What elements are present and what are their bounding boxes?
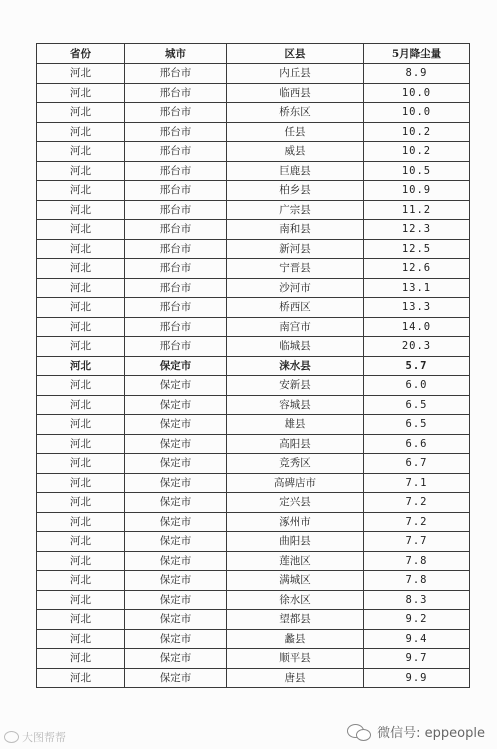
cell-county: 涞水县: [227, 356, 364, 376]
cell-city: 保定市: [125, 415, 227, 435]
cell-dust-value: 8.9: [364, 64, 470, 84]
cell-county: 容城县: [227, 395, 364, 415]
table-body: [37, 64, 470, 688]
cell-dust-value: 12.5: [364, 239, 470, 259]
table-row: [37, 493, 470, 513]
cell-province: 河北: [37, 278, 125, 298]
cell-city: 保定市: [125, 473, 227, 493]
dust-fall-table: [36, 43, 470, 688]
cell-dust-value: 7.8: [364, 551, 470, 571]
cell-dust-value: 5.7: [364, 356, 470, 376]
cell-province: 河北: [37, 239, 125, 259]
cell-city: 邢台市: [125, 83, 227, 103]
cell-province: 河北: [37, 64, 125, 84]
cell-province: 河北: [37, 512, 125, 532]
cell-province: 河北: [37, 376, 125, 396]
cell-city: 保定市: [125, 434, 227, 454]
cell-dust-value: 10.0: [364, 103, 470, 123]
wechat-icon: [347, 723, 371, 741]
cell-province: 河北: [37, 454, 125, 474]
cell-city: 邢台市: [125, 317, 227, 337]
cell-province: 河北: [37, 395, 125, 415]
cell-dust-value: 8.3: [364, 590, 470, 610]
table-row: [37, 278, 470, 298]
cell-county: 桥西区: [227, 298, 364, 318]
cell-dust-value: 6.7: [364, 454, 470, 474]
cell-county: 任县: [227, 122, 364, 142]
cell-city: 保定市: [125, 610, 227, 630]
header-county: 区县: [227, 44, 364, 64]
cell-dust-value: 7.7: [364, 532, 470, 552]
table-row: [37, 512, 470, 532]
cell-dust-value: 20.3: [364, 337, 470, 357]
cell-city: 邢台市: [125, 220, 227, 240]
cell-province: 河北: [37, 356, 125, 376]
cell-county: 定兴县: [227, 493, 364, 513]
cell-county: 高碑店市: [227, 473, 364, 493]
table-row: [37, 181, 470, 201]
table-row: [37, 649, 470, 669]
header-city: 城市: [125, 44, 227, 64]
cell-county: 桥东区: [227, 103, 364, 123]
cell-province: 河北: [37, 298, 125, 318]
table-row: [37, 259, 470, 279]
cell-city: 邢台市: [125, 200, 227, 220]
table-row: [37, 200, 470, 220]
table-row: [37, 454, 470, 474]
weibo-watermark: [4, 729, 66, 745]
cell-county: 南宫市: [227, 317, 364, 337]
cell-province: 河北: [37, 610, 125, 630]
table-row: [37, 629, 470, 649]
cell-province: 河北: [37, 259, 125, 279]
cell-dust-value: 7.2: [364, 493, 470, 513]
cell-province: 河北: [37, 473, 125, 493]
cell-dust-value: 10.0: [364, 83, 470, 103]
cell-dust-value: 10.2: [364, 122, 470, 142]
table-row: [37, 64, 470, 84]
table-row: [37, 571, 470, 591]
cell-county: 柏乡县: [227, 181, 364, 201]
cell-county: 临城县: [227, 337, 364, 357]
cell-county: 涿州市: [227, 512, 364, 532]
cell-county: 沙河市: [227, 278, 364, 298]
header-province: 省份: [37, 44, 125, 64]
cell-county: 唐县: [227, 668, 364, 688]
cell-dust-value: 6.6: [364, 434, 470, 454]
cell-city: 邢台市: [125, 64, 227, 84]
cell-province: 河北: [37, 415, 125, 435]
table-row: [37, 161, 470, 181]
wechat-watermark-text: 微信号: eppeople: [377, 726, 485, 741]
cell-city: 保定市: [125, 376, 227, 396]
cell-county: 顺平县: [227, 649, 364, 669]
weibo-watermark-text: 大图帮帮: [22, 731, 66, 744]
cell-county: 竞秀区: [227, 454, 364, 474]
table-row: [37, 122, 470, 142]
cell-province: 河北: [37, 220, 125, 240]
cell-county: 新河县: [227, 239, 364, 259]
cell-province: 河北: [37, 571, 125, 591]
cell-dust-value: 6.0: [364, 376, 470, 396]
cell-county: 蠡县: [227, 629, 364, 649]
table-row: [37, 551, 470, 571]
wechat-watermark: [347, 722, 485, 741]
table-row: [37, 415, 470, 435]
cell-dust-value: 10.2: [364, 142, 470, 162]
cell-dust-value: 12.6: [364, 259, 470, 279]
cell-province: 河北: [37, 200, 125, 220]
cell-dust-value: 7.1: [364, 473, 470, 493]
cell-dust-value: 12.3: [364, 220, 470, 240]
cell-province: 河北: [37, 103, 125, 123]
cell-county: 莲池区: [227, 551, 364, 571]
cell-city: 保定市: [125, 629, 227, 649]
table-row: [37, 337, 470, 357]
cell-city: 保定市: [125, 668, 227, 688]
cell-dust-value: 7.2: [364, 512, 470, 532]
cell-county: 广宗县: [227, 200, 364, 220]
cell-province: 河北: [37, 629, 125, 649]
cell-dust-value: 7.8: [364, 571, 470, 591]
table-row: [37, 142, 470, 162]
table-row: [37, 239, 470, 259]
cell-county: 望都县: [227, 610, 364, 630]
cell-province: 河北: [37, 532, 125, 552]
cell-dust-value: 14.0: [364, 317, 470, 337]
cell-city: 保定市: [125, 590, 227, 610]
cell-province: 河北: [37, 493, 125, 513]
cell-county: 内丘县: [227, 64, 364, 84]
table-row: [37, 83, 470, 103]
cell-dust-value: 9.4: [364, 629, 470, 649]
cell-city: 保定市: [125, 532, 227, 552]
cell-city: 邢台市: [125, 103, 227, 123]
cell-dust-value: 11.2: [364, 200, 470, 220]
table-row: [37, 103, 470, 123]
cell-county: 巨鹿县: [227, 161, 364, 181]
cell-city: 保定市: [125, 649, 227, 669]
table-row: [37, 376, 470, 396]
cell-county: 满城区: [227, 571, 364, 591]
cell-city: 邢台市: [125, 181, 227, 201]
cell-city: 邢台市: [125, 161, 227, 181]
cell-city: 邢台市: [125, 122, 227, 142]
table-row: [37, 395, 470, 415]
cell-city: 保定市: [125, 454, 227, 474]
cell-city: 保定市: [125, 571, 227, 591]
table-row: [37, 532, 470, 552]
table-row: [37, 473, 470, 493]
cell-county: 高阳县: [227, 434, 364, 454]
cell-dust-value: 10.5: [364, 161, 470, 181]
cell-city: 保定市: [125, 512, 227, 532]
cell-county: 宁晋县: [227, 259, 364, 279]
cell-county: 临西县: [227, 83, 364, 103]
cell-province: 河北: [37, 668, 125, 688]
cell-province: 河北: [37, 83, 125, 103]
cell-city: 邢台市: [125, 239, 227, 259]
cell-city: 邢台市: [125, 142, 227, 162]
cell-city: 保定市: [125, 356, 227, 376]
cell-province: 河北: [37, 590, 125, 610]
cell-province: 河北: [37, 317, 125, 337]
cell-province: 河北: [37, 337, 125, 357]
cell-dust-value: 9.9: [364, 668, 470, 688]
cell-dust-value: 9.2: [364, 610, 470, 630]
table-row: [37, 610, 470, 630]
cell-city: 邢台市: [125, 298, 227, 318]
cell-city: 邢台市: [125, 278, 227, 298]
cell-dust-value: 6.5: [364, 415, 470, 435]
cell-county: 安新县: [227, 376, 364, 396]
cell-county: 徐水区: [227, 590, 364, 610]
cell-city: 邢台市: [125, 337, 227, 357]
table-row: [37, 220, 470, 240]
weibo-icon: [4, 731, 19, 743]
cell-dust-value: 6.5: [364, 395, 470, 415]
table-header-row: [37, 44, 470, 64]
cell-city: 保定市: [125, 551, 227, 571]
table-row: [37, 298, 470, 318]
cell-county: 威县: [227, 142, 364, 162]
cell-county: 南和县: [227, 220, 364, 240]
table-row: [37, 668, 470, 688]
cell-dust-value: 9.7: [364, 649, 470, 669]
table-row: [37, 356, 470, 376]
cell-province: 河北: [37, 181, 125, 201]
cell-dust-value: 13.1: [364, 278, 470, 298]
table-row: [37, 434, 470, 454]
cell-city: 邢台市: [125, 259, 227, 279]
cell-province: 河北: [37, 122, 125, 142]
cell-city: 保定市: [125, 395, 227, 415]
table-row: [37, 590, 470, 610]
table-row: [37, 317, 470, 337]
cell-county: 曲阳县: [227, 532, 364, 552]
cell-province: 河北: [37, 649, 125, 669]
cell-city: 保定市: [125, 493, 227, 513]
header-dust-fall: 5月降尘量: [364, 44, 470, 64]
cell-dust-value: 10.9: [364, 181, 470, 201]
cell-dust-value: 13.3: [364, 298, 470, 318]
cell-province: 河北: [37, 434, 125, 454]
cell-province: 河北: [37, 161, 125, 181]
cell-province: 河北: [37, 142, 125, 162]
cell-province: 河北: [37, 551, 125, 571]
cell-county: 雄县: [227, 415, 364, 435]
